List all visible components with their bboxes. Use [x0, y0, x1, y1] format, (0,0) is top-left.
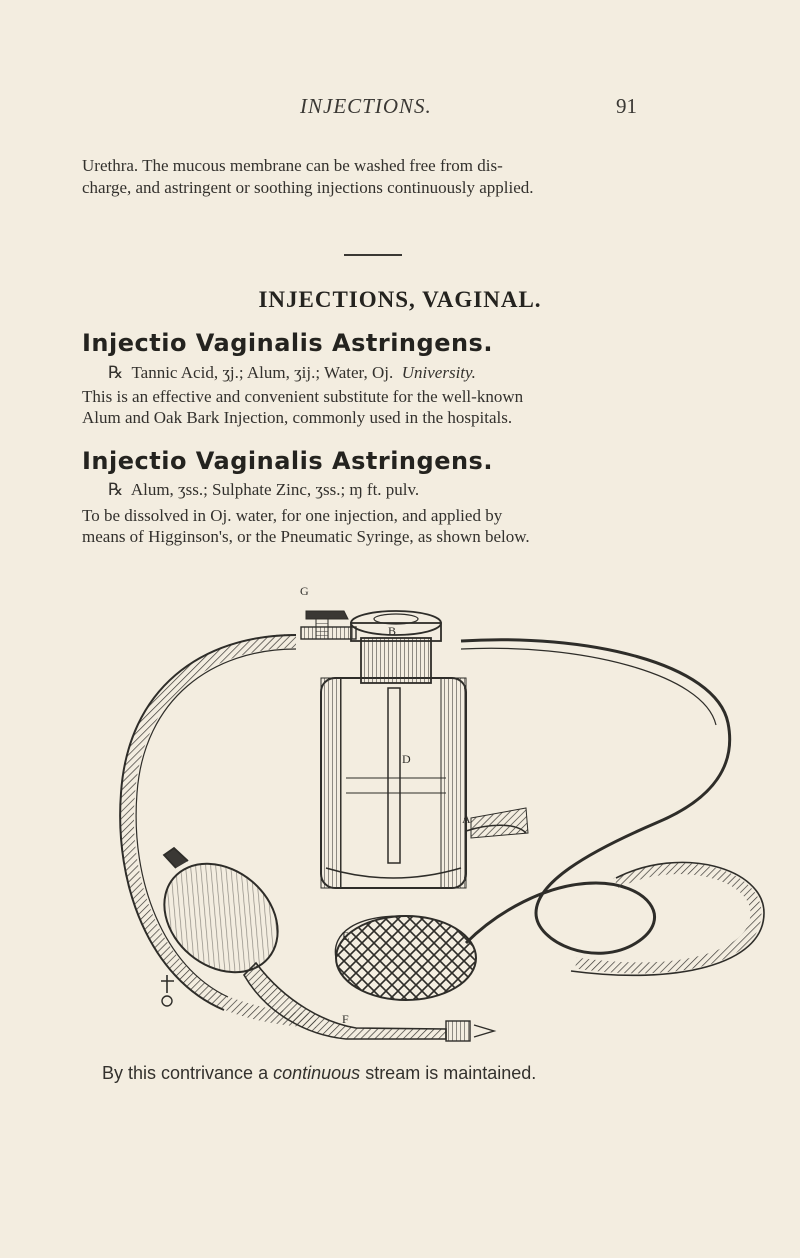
recipe-2-desc-line-1: To be dissolved in Oj. water, for one injection, and applied by: [82, 506, 503, 525]
air-chamber: [335, 916, 476, 1000]
section-divider: [344, 254, 402, 256]
caption-suffix: stream is maintained.: [365, 1063, 537, 1083]
label-e: E: [342, 929, 350, 943]
figure-caption: [102, 1063, 536, 1084]
recipe-1-title: Injectio Vaginalis Astringens.: [82, 329, 493, 357]
bottle: [301, 611, 528, 888]
label-a: A: [462, 812, 471, 826]
caption-prefix: By this contrivance a: [102, 1063, 269, 1083]
recipe-2-description: [82, 505, 722, 547]
caption-emphasis: continuous: [273, 1063, 361, 1083]
recipe-2-title: Injectio Vaginalis Astringens.: [82, 447, 493, 475]
pneumatic-syringe-illustration: [116, 583, 800, 1058]
running-title: INJECTIONS.: [300, 94, 432, 118]
recipe-1-desc-line-1: This is an effective and convenient substitute for the well-known: [82, 387, 524, 406]
recipe-1-formula: [108, 363, 476, 383]
recipe-1-ingredients: Tannic Acid, ʒj.; Alum, ʒij.; Water, Oj.: [131, 363, 394, 382]
section-title: INJECTIONS, VAGINAL.: [258, 287, 542, 312]
recipe-1-source: University.: [401, 363, 476, 382]
recipe-2-desc-line-2: means of Higginson's, or the Pneumatic Syringe, as shown below.: [82, 527, 530, 546]
label-b: B: [388, 624, 397, 638]
running-head: [0, 94, 800, 124]
rx-symbol: ℞: [108, 363, 124, 382]
intro-line-2: charge, and astringent or soothing injections continuously applied.: [82, 178, 534, 197]
recipe-1-desc-line-2: Alum and Oak Bark Injection, commonly used in the hospitals.: [82, 408, 513, 427]
intro-line-1: Urethra. The mucous membrane can be washed free from dis-: [82, 156, 503, 175]
label-f: F: [342, 1012, 349, 1026]
page-number: 91: [616, 94, 637, 118]
intro-paragraph: [82, 155, 722, 199]
label-d: D: [402, 752, 411, 766]
recipe-2-ingredients: Alum, ʒss.; Sulphate Zinc, ʒss.; ɱ ft. pulv.: [130, 480, 420, 499]
recipe-1-description: [82, 386, 722, 428]
label-g: G: [300, 584, 309, 598]
recipe-2-formula: [108, 480, 419, 500]
rx-symbol: ℞: [108, 480, 124, 499]
